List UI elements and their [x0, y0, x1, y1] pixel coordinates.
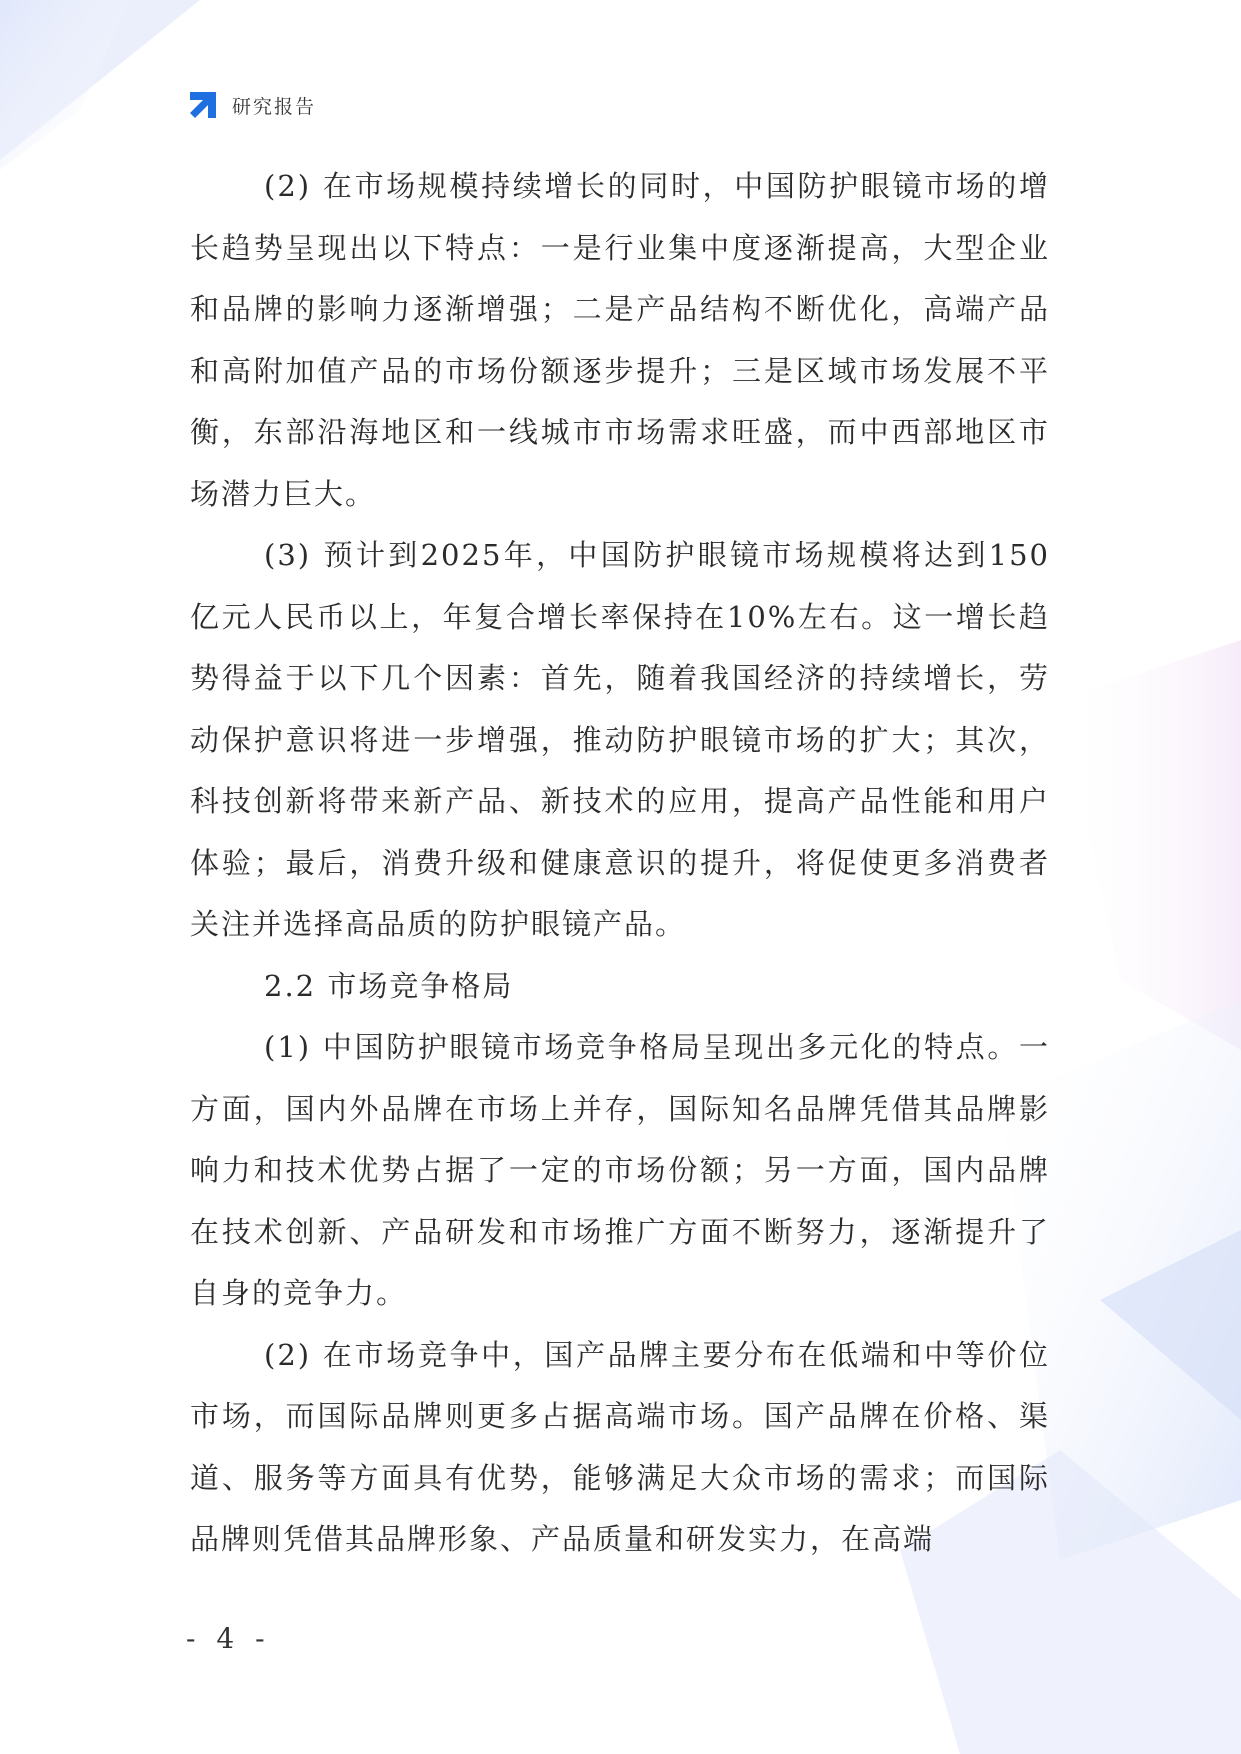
paragraph-competition-landscape: (1) 中国防护眼镜市场竞争格局呈现出多元化的特点。一方面，国内外品牌在市场上并存，国际知名品牌凭借其品牌影响力和技术优势占据了一定的市场份额；另一方面，国内品牌在技术创新、产品研发和市场推广方面不断努力，逐渐提升了自身的竞争力。: [190, 1030, 1050, 1310]
header-title: 研究报告: [232, 95, 317, 118]
section-heading: 2.2 市场竞争格局: [264, 968, 514, 1003]
paragraph-market-forecast: (3) 预计到2025年，中国防护眼镜市场规模将达到150亿元人民币以上，年复合增长率保持在10%左右。这一增长趋势得益于以下几个因素：首先，随着我国经济的持续增长，劳动保护意识将进一步增强，推动防护眼镜市场的扩大；其次，科技创新将带来新产品、新技术的应用，提高产品性能和用户体验；最后，消费升级和健康意识的提升，将促使更多消费者关注并选择高品质的防护眼镜产品。: [190, 538, 1050, 941]
page-number: - 4 -: [186, 1622, 271, 1655]
paragraph-brand-distribution: (2) 在市场竞争中，国产品牌主要分布在低端和中等价位市场，而国际品牌则更多占据高端市场。国产品牌在价格、渠道、服务等方面具有优势，能够满足大众市场的需求；而国际品牌则凭借其品牌形象、产品质量和研发实力，在高端: [190, 1337, 1050, 1556]
document-body: [190, 156, 1050, 1571]
report-header: [186, 88, 316, 122]
paragraph-market-trend: (2) 在市场规模持续增长的同时，中国防护眼镜市场的增长趋势呈现出以下特点：一是行业集中度逐渐提高，大型企业和品牌的影响力逐渐增强；二是产品结构不断优化，高端产品和高附加值产品的市场份额逐步提升；三是区域市场发展不平衡，东部沿海地区和一线城市市场需求旺盛，而中西部地区市场潜力巨大。: [190, 169, 1050, 511]
arrow-logo-icon: [186, 88, 220, 122]
